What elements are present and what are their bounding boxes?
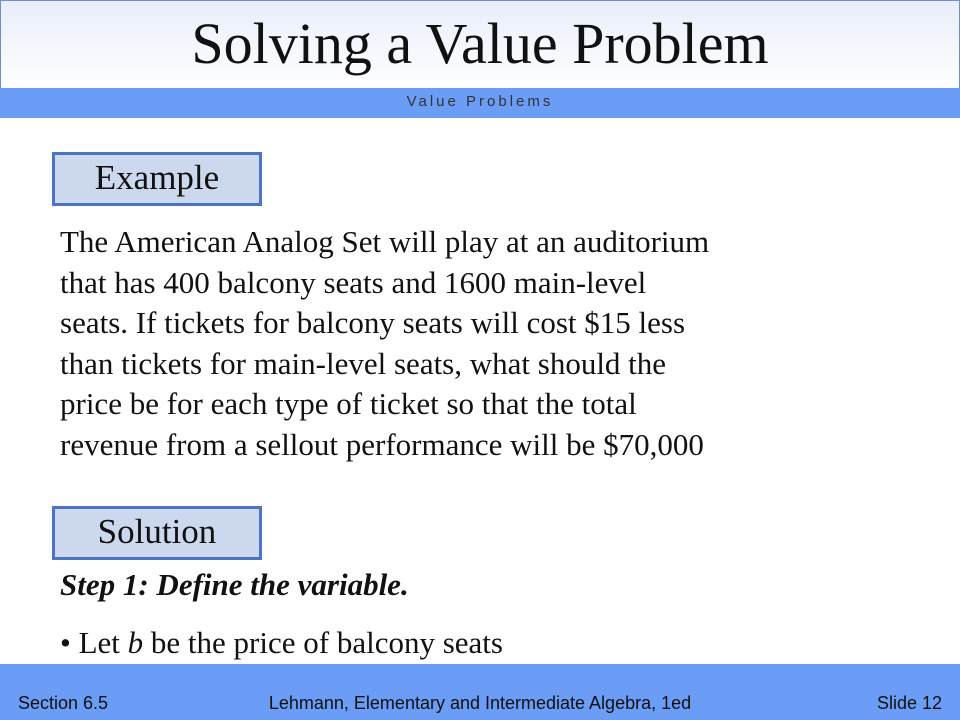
footer-section: Section 6.5 xyxy=(18,693,109,713)
problem-line: price be for each type of ticket so that the total xyxy=(60,386,637,421)
solution-label: Solution xyxy=(52,506,262,560)
problem-line: that has 400 balcony seats and 1600 main-level xyxy=(60,264,647,300)
problem-line: than tickets for main-level seats, what should the xyxy=(60,345,667,381)
slide-subtitle: Value Problems xyxy=(406,93,554,110)
slide-header xyxy=(0,0,960,118)
problem-line: The American Analog Set will play at an auditorium xyxy=(60,224,710,259)
example-label: Example xyxy=(52,152,262,206)
bullet-variable: b xyxy=(127,625,144,660)
bullet-suffix: be the price of balcony seats xyxy=(143,625,503,660)
problem-line: revenue from a sellout performance will be $70,000 xyxy=(60,426,704,462)
footer-book-title: Lehmann, Elementary and Intermediate Algebra, 1ed xyxy=(268,693,692,713)
step-heading: Step 1: Define the variable. xyxy=(60,567,409,602)
problem-text xyxy=(60,222,920,465)
bullet-item xyxy=(60,625,503,661)
footer-slide-number: Slide 12 xyxy=(876,693,942,713)
problem-line: seats. If tickets for balcony seats will cost $15 less xyxy=(60,305,686,340)
bullet-prefix: • Let xyxy=(60,625,128,660)
slide-title: Solving a Value Problem xyxy=(191,11,769,76)
